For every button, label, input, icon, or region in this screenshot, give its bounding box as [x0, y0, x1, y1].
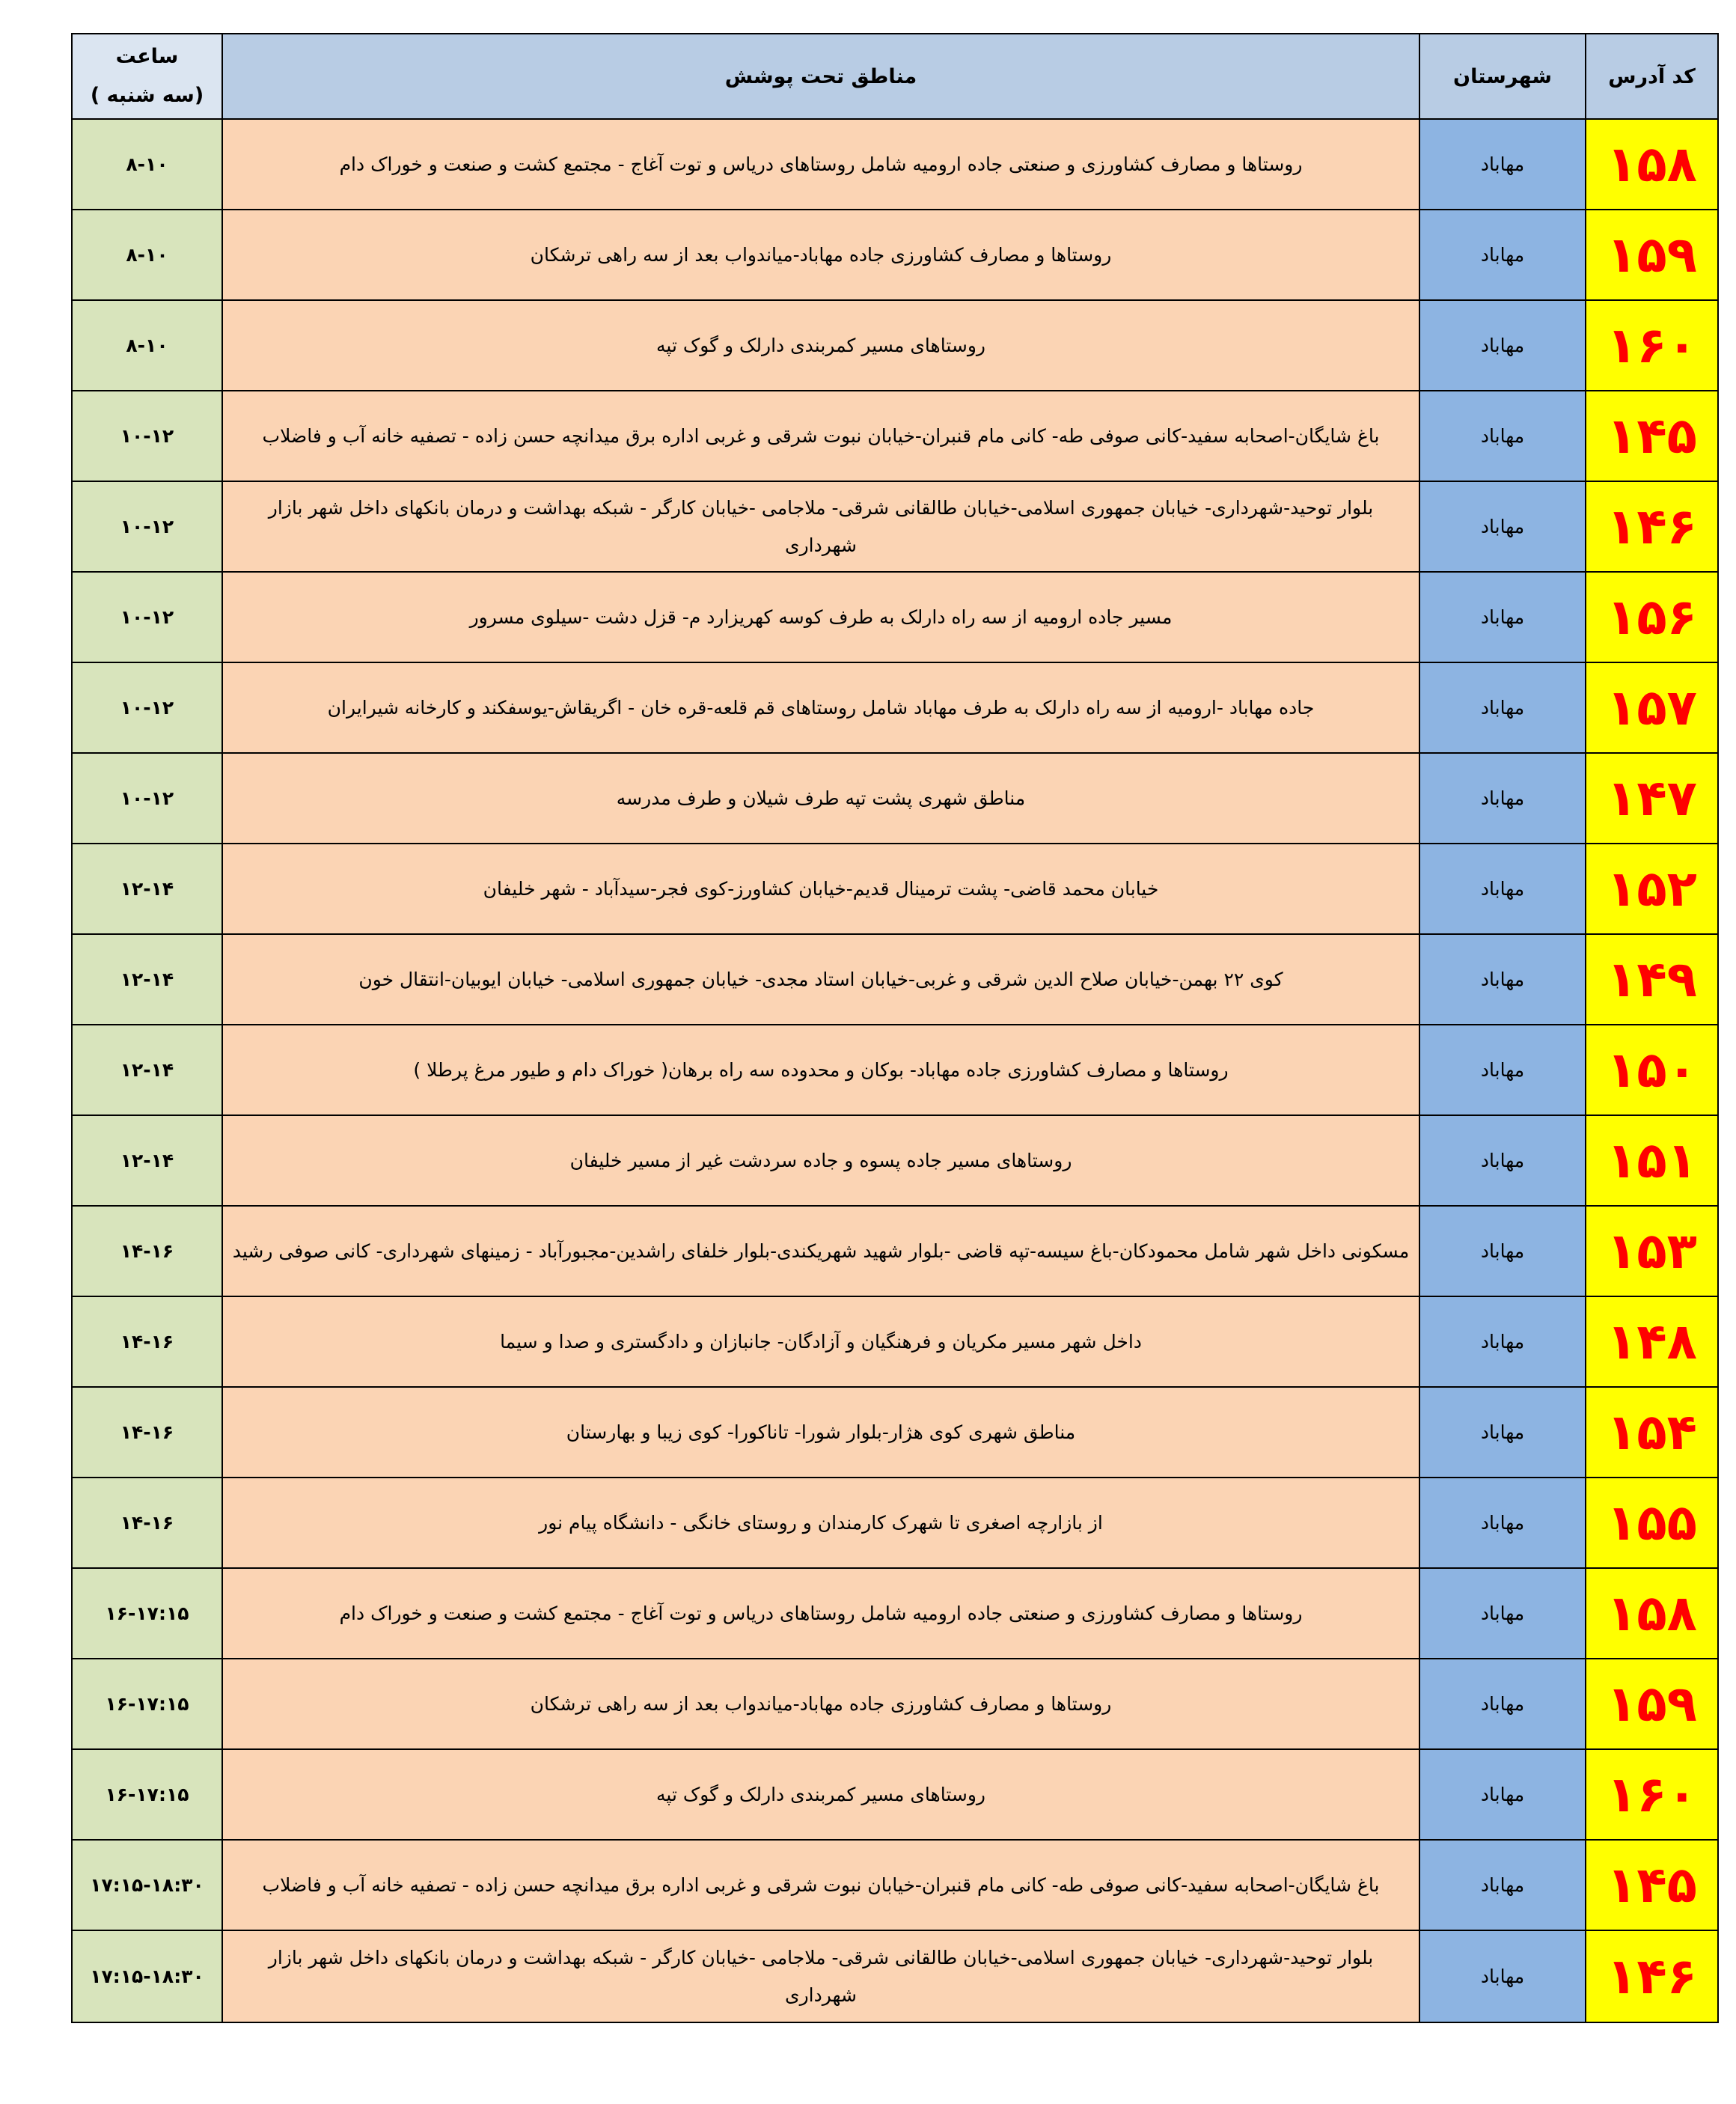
- time-cell: ۱۶-۱۷:۱۵: [72, 1749, 222, 1840]
- city-cell: مهاباد: [1419, 1659, 1586, 1749]
- time-cell: ۱۷:۱۵-۱۸:۳۰: [72, 1930, 222, 2022]
- table-row: [72, 210, 1718, 300]
- address-code-cell: ۱۵۰: [1586, 1025, 1718, 1115]
- time-cell: ۱۲-۱۴: [72, 934, 222, 1025]
- address-code-cell: ۱۵۳: [1586, 1206, 1718, 1296]
- covered-areas-cell: مسیر جاده ارومیه از سه راه دارلک به طرف کوسه کهریزارد م- قزل دشت -سیلوی مسرور: [222, 572, 1419, 662]
- city-cell: مهاباد: [1419, 1749, 1586, 1840]
- header-time-day: (سه شنبه ): [90, 84, 204, 107]
- table-row: [72, 481, 1718, 572]
- covered-areas-cell: خیابان محمد قاضی- پشت ترمینال قدیم-خیابان کشاورز-کوی فجر-سیدآباد - شهر خلیفان: [222, 844, 1419, 934]
- covered-areas-cell: از بازارچه اصغری تا شهرک کارمندان و روستای خانگی - دانشگاه پیام نور: [222, 1478, 1419, 1568]
- address-code-cell: ۱۵۸: [1586, 1568, 1718, 1659]
- time-cell: ۱۰-۱۲: [72, 572, 222, 662]
- time-cell: ۸-۱۰: [72, 210, 222, 300]
- table-row: [72, 1387, 1718, 1478]
- address-code-cell: ۱۴۵: [1586, 1840, 1718, 1930]
- time-cell: ۱۰-۱۲: [72, 662, 222, 753]
- city-cell: مهاباد: [1419, 210, 1586, 300]
- covered-areas-cell: کوی ۲۲ بهمن-خیابان صلاح الدین شرقی و غربی-خیابان استاد مجدی- خیابان جمهوری اسلامی- خیابان ایوبیان-انتقال خون: [222, 934, 1419, 1025]
- covered-areas-cell: مناطق شهری کوی هژار-بلوار شورا- تاناکورا- کوی زیبا و بهارستان: [222, 1387, 1419, 1478]
- address-code-cell: ۱۵۴: [1586, 1387, 1718, 1478]
- header-time-label: ساعت: [115, 45, 179, 68]
- address-code-cell: ۱۵۹: [1586, 210, 1718, 300]
- city-cell: مهاباد: [1419, 1568, 1586, 1659]
- time-cell: ۱۲-۱۴: [72, 1115, 222, 1206]
- address-code-cell: ۱۵۵: [1586, 1478, 1718, 1568]
- outage-schedule-table: [71, 33, 1719, 2023]
- table-row: [72, 662, 1718, 753]
- city-cell: مهاباد: [1419, 300, 1586, 391]
- city-cell: مهاباد: [1419, 1025, 1586, 1115]
- address-code-cell: ۱۵۸: [1586, 119, 1718, 210]
- time-cell: ۱۴-۱۶: [72, 1206, 222, 1296]
- covered-areas-cell: بلوار توحید-شهرداری- خیابان جمهوری اسلامی-خیابان طالقانی شرقی- ملاجامی -خیابان کارگر - شبکه بهداشت و درمان بانکهای داخل شهر بازار شهرداری: [222, 481, 1419, 572]
- covered-areas-cell: روستاها و مصارف کشاورزی جاده مهاباد-میاندواب بعد از سه راهی ترشکان: [222, 210, 1419, 300]
- address-code-cell: ۱۴۵: [1586, 391, 1718, 481]
- table-body: [72, 119, 1718, 2022]
- time-cell: ۱۴-۱۶: [72, 1296, 222, 1387]
- table-row: [72, 1840, 1718, 1930]
- table-row: [72, 934, 1718, 1025]
- table-row: [72, 844, 1718, 934]
- header-row: [72, 34, 1718, 119]
- covered-areas-cell: روستاهای مسیر جاده پسوه و جاده سردشت غیر از مسیر خلیفان: [222, 1115, 1419, 1206]
- city-cell: مهاباد: [1419, 1930, 1586, 2022]
- address-code-cell: ۱۶۰: [1586, 1749, 1718, 1840]
- covered-areas-cell: روستاها و مصارف کشاورزی و صنعتی جاده ارومیه شامل روستاهای دریاس و توت آغاج - مجتمع کشت و صنعت و خوراک دام: [222, 119, 1419, 210]
- address-code-cell: ۱۵۹: [1586, 1659, 1718, 1749]
- covered-areas-cell: مسکونی داخل شهر شامل محمودکان-باغ سیسه-تپه قاضی -بلوار شهید شهریکندی-بلوار خلفای راشدین-مجبورآباد - زمینهای شهرداری- کانی صوفی رشید: [222, 1206, 1419, 1296]
- city-cell: مهاباد: [1419, 662, 1586, 753]
- time-cell: ۸-۱۰: [72, 119, 222, 210]
- address-code-cell: ۱۴۷: [1586, 753, 1718, 844]
- city-cell: مهاباد: [1419, 934, 1586, 1025]
- city-cell: مهاباد: [1419, 1478, 1586, 1568]
- covered-areas-cell: روستاها و مصارف کشاورزی جاده مهاباد-میاندواب بعد از سه راهی ترشکان: [222, 1659, 1419, 1749]
- city-cell: مهاباد: [1419, 1387, 1586, 1478]
- table-row: [72, 1478, 1718, 1568]
- covered-areas-cell: بلوار توحید-شهرداری- خیابان جمهوری اسلامی-خیابان طالقانی شرقی- ملاجامی -خیابان کارگر - شبکه بهداشت و درمان بانکهای داخل شهر بازار شهرداری: [222, 1930, 1419, 2022]
- time-cell: ۱۶-۱۷:۱۵: [72, 1659, 222, 1749]
- header-code: کد آدرس: [1586, 34, 1718, 119]
- table-row: [72, 1749, 1718, 1840]
- time-cell: ۱۴-۱۶: [72, 1387, 222, 1478]
- time-cell: ۱۰-۱۲: [72, 481, 222, 572]
- covered-areas-cell: روستاها و مصارف کشاورزی و صنعتی جاده ارومیه شامل روستاهای دریاس و توت آغاج - مجتمع کشت و صنعت و خوراک دام: [222, 1568, 1419, 1659]
- city-cell: مهاباد: [1419, 481, 1586, 572]
- table-row: [72, 300, 1718, 391]
- table-row: [72, 1206, 1718, 1296]
- table-row: [72, 1025, 1718, 1115]
- table-row: [72, 119, 1718, 210]
- city-cell: مهاباد: [1419, 1296, 1586, 1387]
- city-cell: مهاباد: [1419, 753, 1586, 844]
- covered-areas-cell: مناطق شهری پشت تپه طرف شیلان و طرف مدرسه: [222, 753, 1419, 844]
- covered-areas-cell: روستاهای مسیر کمربندی دارلک و گوک تپه: [222, 1749, 1419, 1840]
- city-cell: مهاباد: [1419, 844, 1586, 934]
- table-row: [72, 1296, 1718, 1387]
- time-cell: ۱۷:۱۵-۱۸:۳۰: [72, 1840, 222, 1930]
- address-code-cell: ۱۵۶: [1586, 572, 1718, 662]
- time-cell: ۱۶-۱۷:۱۵: [72, 1568, 222, 1659]
- header-city: شهرستان: [1419, 34, 1586, 119]
- address-code-cell: ۱۴۶: [1586, 1930, 1718, 2022]
- covered-areas-cell: داخل شهر مسیر مکریان و فرهنگیان و آزادگان- جانبازان و دادگستری و صدا و سیما: [222, 1296, 1419, 1387]
- table-row: [72, 1115, 1718, 1206]
- time-cell: ۸-۱۰: [72, 300, 222, 391]
- table-row: [72, 1659, 1718, 1749]
- table-row: [72, 1568, 1718, 1659]
- table-row: [72, 391, 1718, 481]
- address-code-cell: ۱۵۱: [1586, 1115, 1718, 1206]
- table-row: [72, 572, 1718, 662]
- city-cell: مهاباد: [1419, 572, 1586, 662]
- city-cell: مهاباد: [1419, 1840, 1586, 1930]
- time-cell: ۱۰-۱۲: [72, 391, 222, 481]
- address-code-cell: ۱۴۶: [1586, 481, 1718, 572]
- covered-areas-cell: باغ شایگان-اصحابه سفید-کانی صوفی طه- کانی مام قنبران-خیابان نبوت شرقی و غربی اداره برق میدانچه حسن زاده - تصفیه خانه آب و فاضلاب: [222, 391, 1419, 481]
- covered-areas-cell: باغ شایگان-اصحابه سفید-کانی صوفی طه- کانی مام قنبران-خیابان نبوت شرقی و غربی اداره برق میدانچه حسن زاده - تصفیه خانه آب و فاضلاب: [222, 1840, 1419, 1930]
- covered-areas-cell: جاده مهاباد -ارومیه از سه راه دارلک به طرف مهاباد شامل روستاهای قم قلعه-قره خان - اگریقاش-یوسفکند و کارخانه شیرایران: [222, 662, 1419, 753]
- address-code-cell: ۱۶۰: [1586, 300, 1718, 391]
- city-cell: مهاباد: [1419, 1206, 1586, 1296]
- covered-areas-cell: روستاهای مسیر کمربندی دارلک و گوک تپه: [222, 300, 1419, 391]
- time-cell: ۱۴-۱۶: [72, 1478, 222, 1568]
- address-code-cell: ۱۵۷: [1586, 662, 1718, 753]
- time-cell: ۱۲-۱۴: [72, 844, 222, 934]
- address-code-cell: ۱۴۸: [1586, 1296, 1718, 1387]
- time-cell: ۱۰-۱۲: [72, 753, 222, 844]
- city-cell: مهاباد: [1419, 391, 1586, 481]
- table-row: [72, 1930, 1718, 2022]
- time-cell: ۱۲-۱۴: [72, 1025, 222, 1115]
- city-cell: مهاباد: [1419, 119, 1586, 210]
- table-row: [72, 753, 1718, 844]
- header-areas: مناطق تحت پوشش: [222, 34, 1419, 119]
- address-code-cell: ۱۵۲: [1586, 844, 1718, 934]
- address-code-cell: ۱۴۹: [1586, 934, 1718, 1025]
- covered-areas-cell: روستاها و مصارف کشاورزی جاده مهاباد- بوکان و محدوده سه راه برهان( خوراک دام و طیور مرغ پرطلا ): [222, 1025, 1419, 1115]
- header-time: [72, 34, 222, 119]
- city-cell: مهاباد: [1419, 1115, 1586, 1206]
